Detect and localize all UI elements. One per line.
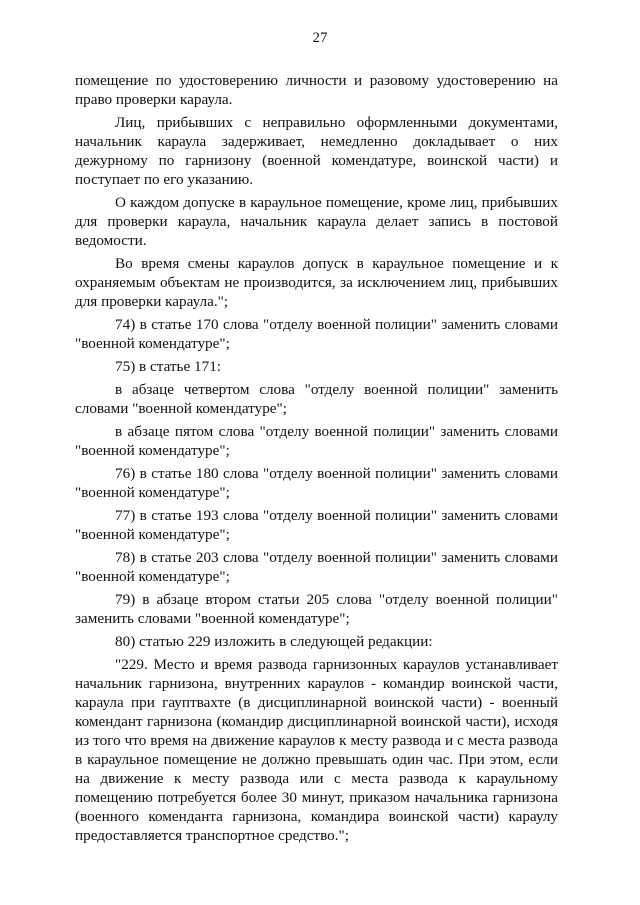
paragraph-continuation: помещение по удостоверению личности и разовому удостоверению на право проверки караула.: [75, 72, 558, 108]
amendment-subitem: в абзаце пятом слова "отделу военной полиции" заменить словами "военной комендатуре";: [75, 423, 558, 459]
paragraph: О каждом допуске в караульное помещение, кроме лиц, прибывших для проверки караула, начальник караула делает запись в постовой ведомости.: [75, 194, 558, 249]
page-number: 27: [312, 30, 328, 46]
amendment-item-74: 74) в статье 170 слова "отделу военной полиции" заменить словами "военной комендатуре";: [75, 316, 558, 352]
amendment-item-80: 80) статью 229 изложить в следующей редакции:: [115, 633, 433, 650]
document-body: [75, 71, 558, 849]
amendment-item-75: 75) в статье 171:: [115, 358, 222, 375]
paragraph: Во время смены караулов допуск в караульное помещение и к охраняемым объектам не производится, за исключением лиц, прибывших для проверки караула.";: [75, 255, 558, 310]
amendment-item-78: 78) в статье 203 слова "отделу военной полиции" заменить словами "военной комендатуре";: [75, 549, 558, 585]
article-229-text: "229. Место и время развода гарнизонных караулов устанавливает начальник гарнизона, внутренних караулов - командир воинской части, караула при гауптвахте (в дисциплинарной воинской части) - военный комендант гарнизона (командир дисциплинарной воинской части), исходя из того что время на движение караулов к месту развода и с места развода в караульное помещение не должно превышать один час. При этом, если на движение к месту развода или с места развода к караульному помещению потребуется более 30 минут, приказом начальника гарнизона (военного коменданта гарнизона, командира воинской части) караулу предоставляется транспортное средство.";: [75, 656, 558, 844]
amendment-subitem: в абзаце четвертом слова "отделу военной полиции" заменить словами "военной комендатуре";: [75, 381, 558, 417]
amendment-item-76: 76) в статье 180 слова "отделу военной полиции" заменить словами "военной комендатуре";: [75, 465, 558, 501]
amendment-item-79: 79) в абзаце втором статьи 205 слова "отделу военной полиции" заменить словами "военной комендатуре";: [75, 591, 558, 627]
amendment-item-77: 77) в статье 193 слова "отделу военной полиции" заменить словами "военной комендатуре";: [75, 507, 558, 543]
paragraph: Лиц, прибывших с неправильно оформленными документами, начальник караула задерживает, немедленно докладывает о них дежурному по гарнизону (военной комендатуре, воинской части) и поступает по его указанию.: [75, 114, 558, 188]
